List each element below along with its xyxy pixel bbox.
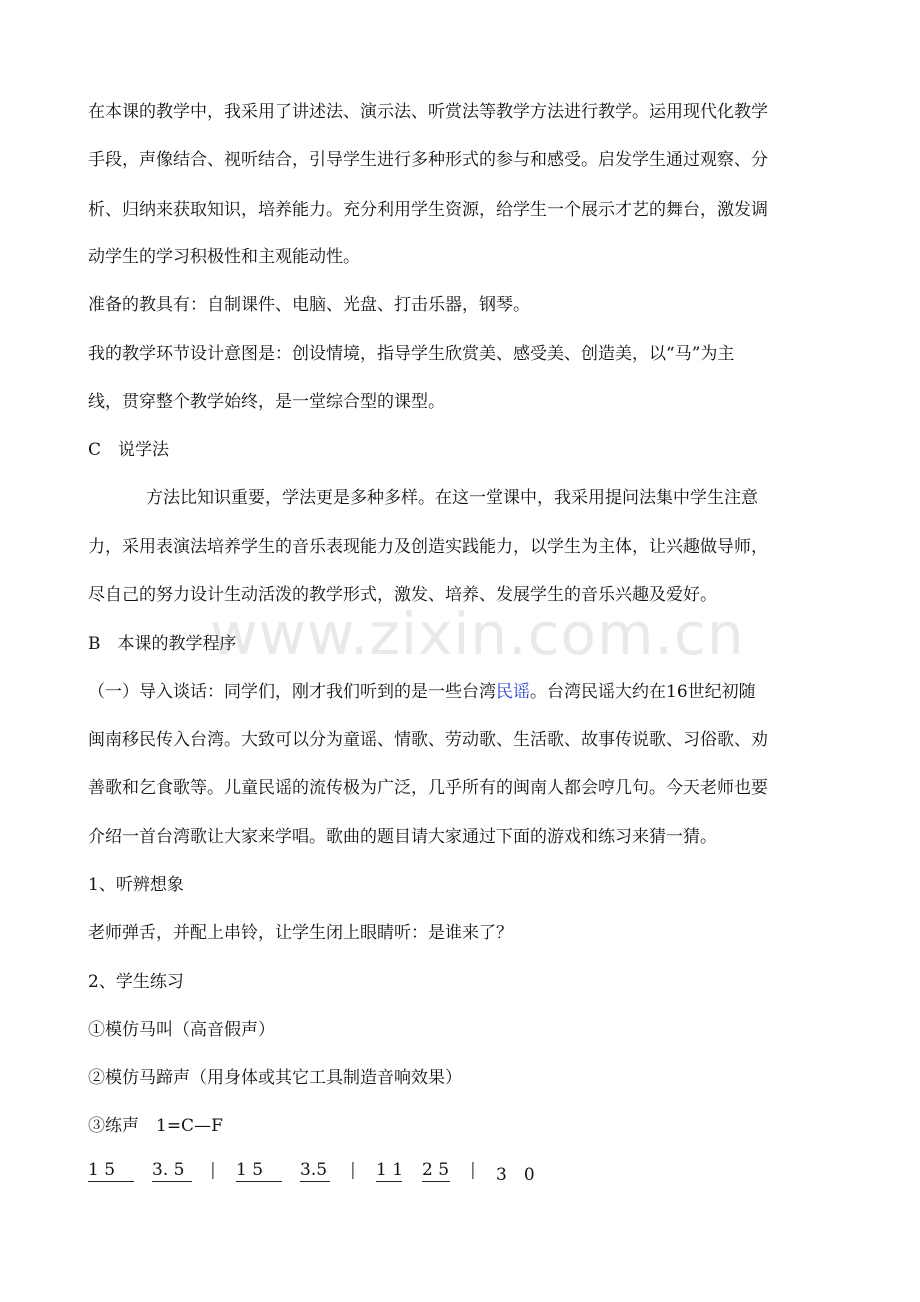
paragraph-line: 在本课的教学中，我采用了讲述法、演示法、听赏法等教学方法进行教学。运用现代化教学 — [88, 102, 768, 122]
paragraph-line: 闽南移民传入台湾。大致可以分为童谣、情歌、劳动歌、生活歌、故事传说歌、习俗歌、劝 — [88, 730, 768, 750]
paragraph-text: （一）导入谈话：同学们，刚才我们听到的是一些台湾 — [88, 682, 496, 702]
note-group: 1 5 — [88, 1160, 134, 1182]
note-group: 2 5 — [422, 1160, 450, 1180]
paragraph-line: 我的教学环节设计意图是：创设情境，指导学生欣赏美、感受美、创造美，以“马”为主 — [88, 344, 735, 364]
watermark: www.zixin.com.cn — [210, 600, 745, 668]
paragraph-text: 。台湾民谣大约在16世纪初随 — [530, 682, 756, 702]
paragraph-line: 线，贯穿整个教学始终，是一堂综合型的课型。 — [88, 392, 445, 412]
paragraph-line: 动学生的学习积极性和主观能动性。 — [88, 247, 360, 267]
section-heading-c: C 说学法 — [88, 440, 170, 460]
folk-song-link[interactable]: 民谣 — [496, 682, 530, 702]
paragraph-line: 介绍一首台湾歌让大家来学唱。歌曲的题目请大家通过下面的游戏和练习来猜一猜。 — [88, 827, 717, 847]
paragraph-line: 方法比知识重要，学法更是多种多样。在这一堂课中，我采用提问法集中学生注意 — [146, 488, 758, 508]
paragraph-line: 手段，声像结合、视听结合，引导学生进行多种形式的参与和感受。启发学生通过观察、分 — [88, 150, 768, 170]
bar-line: | — [470, 1160, 476, 1180]
paragraph-line: 力，采用表演法培养学生的音乐表现能力及创造实践能力，以学生为主体，让兴趣做导师， — [88, 537, 768, 557]
note-group: 1 1 — [376, 1160, 404, 1180]
section-heading-b: B 本课的教学程序 — [88, 634, 237, 654]
note-group: 3 0 — [496, 1165, 535, 1185]
list-item-2: 2、学生练习 — [88, 972, 184, 992]
paragraph-line: 准备的教具有：自制课件、电脑、光盘、打击乐器，钢琴。 — [88, 295, 530, 315]
paragraph-line: 善歌和乞食歌等。儿童民谣的流传极为广泛，几乎所有的闽南人都会哼几句。今天老师也要 — [88, 778, 768, 798]
bar-line: | — [350, 1160, 356, 1180]
note-group: 3.5 — [300, 1160, 330, 1182]
paragraph-line — [88, 680, 833, 704]
bar-line: | — [210, 1160, 216, 1180]
note-group: 1 5 — [236, 1160, 282, 1182]
sub-item-1: ①模仿马叫（高音假声） — [88, 1020, 275, 1040]
note-group: 3. 5 — [152, 1160, 192, 1182]
sub-item-3: ③练声 1=C—F — [88, 1116, 223, 1136]
paragraph-line: 析、归纳来获取知识，培养能力。充分利用学生资源，给学生一个展示才艺的舞台，激发调 — [88, 200, 768, 220]
sub-item-2: ②模仿马蹄声（用身体或其它工具制造音响效果） — [88, 1068, 462, 1088]
list-item-text: 老师弹舌，并配上串铃，让学生闭上眼睛听：是谁来了？ — [88, 923, 513, 943]
paragraph-line: 尽自己的努力设计生动活泼的教学形式，激发、培养、发展学生的音乐兴趣及爱好。 — [88, 585, 717, 605]
list-item-1: 1、听辨想象 — [88, 875, 184, 895]
